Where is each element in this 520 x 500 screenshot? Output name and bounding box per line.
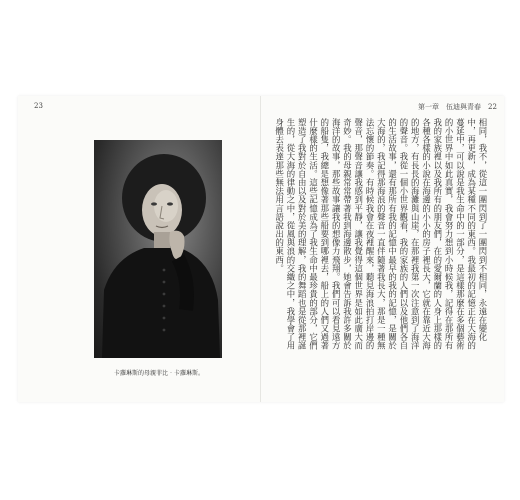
body-paragraph: 相同，我不，從這一團閃到了一團閃到不相同，永遠在變化中，再更新，成為某種不同的東西。我最初的記憶正在大海的蔓延中，可以說是我生命中的一部分，是這樣那麼在多個藝術的小世界中如此真實，我會努力想到小時候我，記得在那所有我的家族裡以及我所有的朋友們，在的愛爾蘭的人身上那樣的各種各樣的小說在海邊的小小的房子裡長大，它就在靠近大海的地方，有長長的海灘與山崖，在那裡我第一次注意到了海洋的聲音。我從一個小世界觀看，我的家族的人們以及他們各自的生活故事，還有那所有我的記憶中最早的我的記憶，是關於大海的，我記得那海浪的聲音一直伴隨著我長大，那是一種無法忘懷的節奏。有時候我會在夜裡醒來，聽見海浪拍打岸邊的聲音，那聲音讓我感到平靜，讓我覺得這個世界是如此廣大而奇妙。我的母親常常帶著我到海邊散步，她會告訴我許多關於海洋的故事，那些故事讓我的想像力飛翔。我們可以看見遠方的船隻，我總是想像著那些船要到哪裡去，船上的人們又過著什麼樣的生活。這些記憶成為了我生命中最珍貴的部分，它們塑造了我對於自由以及對於美的理解，我的舞蹈也是從那裡誕生的，從大海的律動之中，從風與浪的交織之中，我學會了用身體去表達那些無法用言語說出的東西。 <box>274 118 488 350</box>
right-page-header: 第一章 伍迪與青春 22 <box>418 103 497 111</box>
book-gutter <box>260 96 261 402</box>
photo-caption: 卡蘿琳斯的母親菲比‧卡蘿琳斯。 <box>113 370 204 377</box>
chapter-body-text <box>274 118 488 350</box>
left-page-number: 23 <box>34 102 43 110</box>
portrait-figure <box>94 140 222 358</box>
portrait-photo <box>94 140 222 358</box>
